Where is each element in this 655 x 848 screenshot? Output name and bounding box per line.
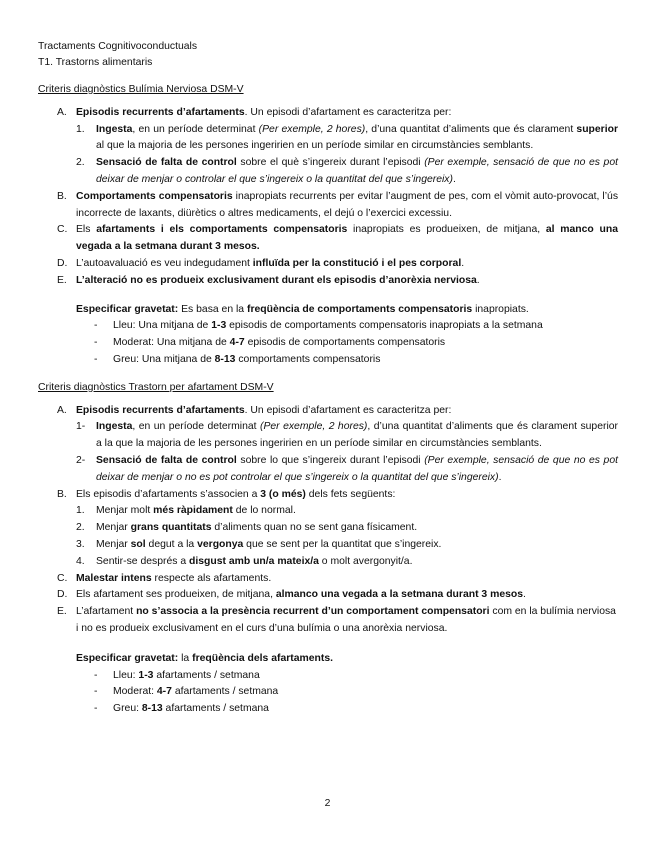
text: Els afartament ses produeixen, de mitjana, [76,589,276,601]
bold-text: Comportaments compensatoris [76,190,233,202]
sub-criterion [38,155,618,189]
bold-text: Malestar intens [76,572,152,584]
sub-criterion [38,537,618,554]
topic-title: T1. Trastorns alimentaris [38,56,153,68]
bold-text: 8-13 [141,703,163,715]
text: . [476,274,480,286]
bold-text: al manco una vegada a la setmana durant 3 mesos. [76,224,618,253]
criterion-e [38,604,618,638]
sub-criterion [38,503,618,520]
text: Es basa en la [178,303,247,315]
bold-text: freqüència dels afartaments. [192,652,334,664]
bold-text: Episodis recurrents d’afartaments [76,106,245,118]
text: sobre el què s’ingereix durant l’episodi [236,157,425,169]
severity-label: Especificar gravetat: [76,303,179,315]
text: Moderat: Una mitjana de [113,337,230,349]
criterion-c [38,571,618,588]
page-number: 2 [324,798,331,809]
severity-item [38,668,618,685]
bold-text: grans quantitats [130,522,212,534]
bold-text: 1-3 [211,320,227,332]
severity-item [38,352,618,369]
list-marker: A. [57,404,67,416]
list-marker: B. [57,488,67,500]
text: Menjar molt [96,505,154,517]
bold-text: Sensació de falta de control [96,454,237,466]
list-marker: 1. [76,123,85,135]
text: de lo normal. [232,505,296,517]
list-marker: 2. [76,522,85,534]
bold-text: vergonya [197,538,244,550]
severity-item [38,335,618,352]
text: . [452,173,456,185]
text: , d’una quantitat d’aliments que és clarament [365,123,577,135]
list-marker: A. [57,106,67,118]
text: afartaments / setmana [153,669,260,681]
criterion-b [38,487,618,504]
section-title-bulimia: Criteris diagnòstics Bulímia Nerviosa DSM-V [38,84,244,95]
italic-text: (Per exemple, 2 hores) [260,421,368,433]
text: o molt avergonyit/a. [318,555,413,567]
italic-text: (Per exemple, 2 hores) [258,123,366,135]
list-marker: 4. [76,555,85,567]
criterion-b [38,189,618,223]
list-marker: B. [57,190,67,202]
list-marker: 2- [76,454,86,466]
criterion-d [38,256,618,273]
text: L’autoavaluació es veu indegudament [76,257,253,269]
list-marker: 3. [76,538,85,550]
text: Greu: [113,703,142,715]
bold-text: Ingesta [96,123,133,135]
text: degut a la [145,538,198,550]
bold-text: Ingesta [96,421,133,433]
text: inapropiats es produeixen, de mitjana, [347,224,546,236]
text: . [523,589,526,601]
bold-text: més ràpidament [153,505,233,517]
text: Els [76,224,97,236]
text: dels fets següents: [305,488,396,500]
sub-criterion [38,554,618,571]
text: . [498,471,502,483]
dash-marker: - [94,353,98,365]
list-marker: D. [57,257,68,269]
text: L’afartament [76,606,137,618]
sub-criterion [38,453,618,487]
bold-text: 1-3 [138,669,154,681]
bold-text: no s’associa a la presència recurrent d’un comportament compensatori [136,606,490,618]
list-marker: E. [57,606,67,618]
text: Menjar [96,522,131,534]
dash-marker: - [94,320,98,332]
dash-marker: - [94,669,98,681]
bold-text: Sensació de falta de control [96,157,237,169]
text: al que la majoria de les persones ingeririen en un període similar en circumstàncies semblants. [96,140,534,152]
dash-marker: - [94,686,98,698]
criterion-text: . Un episodi d’afartament es caracteritza per: [244,106,452,118]
sub-criterion [38,520,618,537]
text: Moderat: [113,686,157,698]
text: . Un episodi d’afartament es caracteritza per: [244,404,452,416]
list-marker: 1- [76,421,86,433]
criterion-e [38,273,618,290]
text: Lleu: [113,669,139,681]
bold-text: influïda per la constitució i el pes corporal [252,257,462,269]
text: inapropiats recurrents per evitar l’augment de pes, com el vòmit auto-provocat, l’ús incorrecte de laxants, diürètics o altres medicaments, el dejú o l’exercici excessiu. [76,190,619,219]
severity-item [38,318,618,335]
criterion-c [38,222,618,256]
dash-marker: - [94,337,98,349]
text: , en un període determinat [132,123,259,135]
text: d’aliments quan no se sent gana físicament. [211,522,418,534]
bold-text: 8-13 [214,353,236,365]
bold-text: freqüència de comportaments compensatoris [246,303,473,315]
text: Menjar [96,538,131,550]
text: com en la bulímia nerviosa i no es produeix exclusivament en el curs d’una bulímia o una anorèxia nerviosa. [76,606,616,634]
section-title-binge: Criteris diagnòstics Trastorn per afartament DSM-V [38,381,274,393]
bold-text: sol [130,538,146,550]
list-marker: 1. [76,505,85,517]
list-marker: E. [57,274,67,286]
sub-criterion [38,122,618,156]
sub-criterion [38,419,618,453]
criterion-d [38,587,618,604]
bold-text: 3 (o més) [260,488,306,500]
text: Greu: Una mitjana de [113,353,215,365]
text: afartaments / setmana [171,686,279,698]
severity-label: Especificar gravetat: [76,652,179,664]
severity-item [38,684,618,701]
criterion-a [38,403,618,420]
bold-text: Episodis recurrents d’afartaments [76,404,245,416]
course-title: Tractaments Cognitivoconductuals [38,41,198,52]
italic-text: (Per exemple, sensació de que no es pot deixar de menjar o controlar el que s’ingereix o la quantitat del que s’ingereix) [96,157,618,185]
text: episodis de comportaments compensatoris inapropiats a la setmana [226,320,543,332]
text: , d’una quantitat d’aliments que és clarament superior a la que la majoria de les persones ingeririen en un període similar en circumstàncies semblants. [96,421,618,450]
bold-text: afartaments i els comportaments compensatoris [96,224,348,236]
text: Lleu: Una mitjana de [113,320,212,332]
text: sobre lo que s’ingereix durant l’episodi [236,454,425,466]
list-marker: C. [57,572,68,584]
document-page [38,39,618,718]
severity-item [38,701,618,718]
bold-text: almanco una vegada a la setmana durant 3 mesos [275,589,524,601]
text: comportaments compensatoris [235,353,381,365]
text: Sentir-se després a [96,555,189,567]
bold-text: 4-7 [229,337,245,349]
criterion-a [38,105,618,122]
text: , en un període determinat [132,421,260,433]
text: la [178,652,193,664]
list-marker: D. [57,589,68,601]
text: Els episodis d’afartaments s’associen a [76,488,261,500]
bold-text: 4-7 [156,686,172,698]
list-marker: 2. [76,157,85,169]
bold-text: superior [576,123,618,135]
text: episodis de comportaments compensatoris [244,337,446,349]
italic-text: (Per exemple, sensació de que no es pot deixar de menjar o no es pot controlar el que s’ingereix o la quantitat del que s’ingereix) [96,454,618,483]
severity-spec [38,651,618,668]
text: inapropiats. [472,303,529,315]
dash-marker: - [94,703,98,715]
bold-text: disgust amb un/a mateix/a [188,555,319,567]
text: respecte als afartaments. [151,572,272,584]
text: afartaments / setmana [162,703,269,715]
text: que se sent per la quantitat que s’ingereix. [243,538,442,550]
bold-text: L’alteració no es produeix exclusivament durant els episodis d’anorèxia nerviosa [76,274,477,286]
severity-spec [38,302,618,319]
list-marker: C. [57,224,68,236]
text: . [461,257,465,269]
